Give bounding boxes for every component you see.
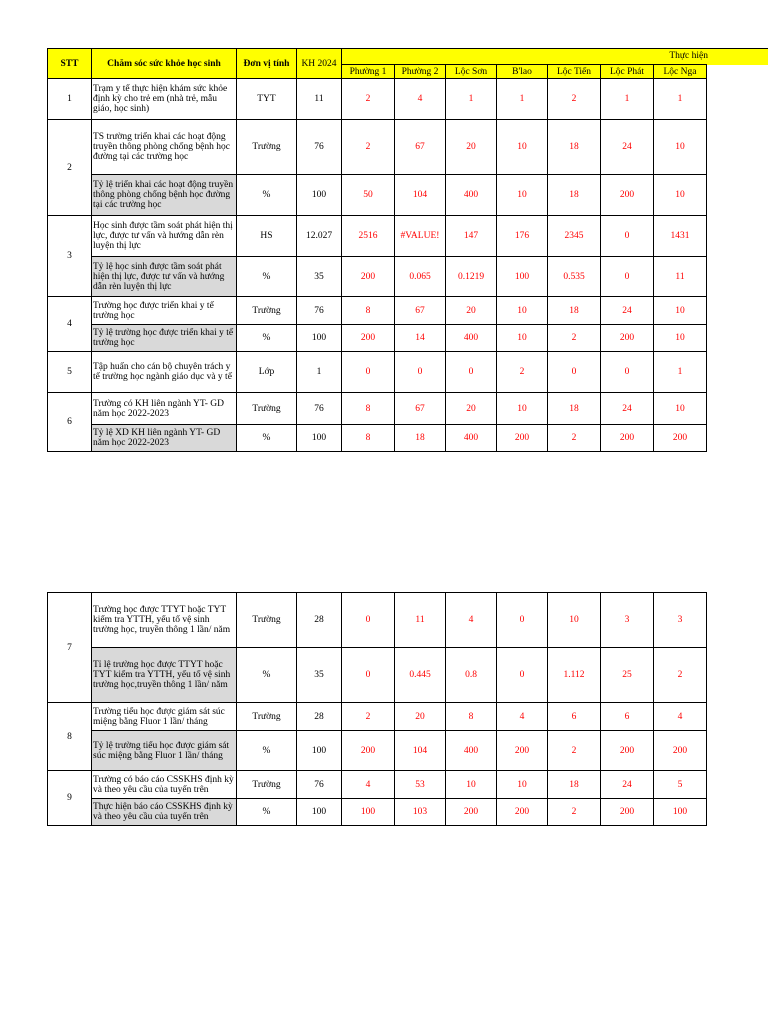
value-cell: 18 — [548, 120, 601, 175]
value-cell: 4 — [446, 593, 497, 648]
value-cell: 10 — [654, 393, 707, 425]
value-cell: 200 — [342, 257, 395, 297]
plan-cell: 76 — [297, 120, 342, 175]
table-row — [48, 175, 707, 216]
value-cell: 0.065 — [395, 257, 446, 297]
indicator-description: Trường tiểu học được giám sát súc miệng bằng Fluor 1 lần/ tháng — [92, 703, 237, 731]
value-cell: 0 — [395, 352, 446, 393]
value-cell: 18 — [395, 425, 446, 452]
value-cell: 2 — [548, 79, 601, 120]
value-cell: 200 — [654, 425, 707, 452]
header-area: Lộc Phát — [601, 65, 654, 79]
header-title: Chăm sóc sức khỏe học sinh — [92, 49, 237, 79]
plan-cell: 28 — [297, 593, 342, 648]
value-cell: 0.535 — [548, 257, 601, 297]
value-cell: 0 — [342, 648, 395, 703]
indicator-description: Trạm y tế thực hiện khám sức khỏe định kỳ cho trẻ em (nhà trẻ, mẫu giáo, học sinh) — [92, 79, 237, 120]
plan-cell: 1 — [297, 352, 342, 393]
table-row — [48, 731, 707, 771]
value-cell: 4 — [497, 703, 548, 731]
row-number: 5 — [48, 352, 92, 393]
value-cell: 104 — [395, 731, 446, 771]
header-stt: STT — [48, 49, 92, 79]
value-cell: 1 — [654, 79, 707, 120]
value-cell: 4 — [654, 703, 707, 731]
plan-cell: 35 — [297, 648, 342, 703]
value-cell: 6 — [601, 703, 654, 731]
value-cell: 0 — [601, 257, 654, 297]
value-cell: 67 — [395, 297, 446, 325]
value-cell: 1 — [497, 79, 548, 120]
value-cell: 2 — [342, 79, 395, 120]
value-cell: 400 — [446, 731, 497, 771]
table-row — [48, 703, 707, 731]
value-cell: 2 — [497, 352, 548, 393]
row-number: 1 — [48, 79, 92, 120]
unit-cell: Lớp — [237, 352, 297, 393]
plan-cell: 11 — [297, 79, 342, 120]
unit-cell: Trường — [237, 297, 297, 325]
unit-cell: Trường — [237, 771, 297, 799]
header-area: Phường 2 — [395, 65, 446, 79]
indicator-description: Tập huấn cho cán bộ chuyên trách y tế trường học ngành giáo dục và y tế — [92, 352, 237, 393]
value-cell: 10 — [654, 325, 707, 352]
value-cell: 10 — [654, 175, 707, 216]
unit-cell: % — [237, 325, 297, 352]
unit-cell: % — [237, 731, 297, 771]
value-cell: 67 — [395, 393, 446, 425]
table-row — [48, 648, 707, 703]
row-number: 8 — [48, 703, 92, 771]
value-cell: 18 — [548, 175, 601, 216]
value-cell: 100 — [654, 799, 707, 826]
value-cell: 200 — [342, 325, 395, 352]
unit-cell: % — [237, 799, 297, 826]
unit-cell: % — [237, 648, 297, 703]
value-cell: 176 — [497, 216, 548, 257]
value-cell: 10 — [497, 297, 548, 325]
value-cell: 2516 — [342, 216, 395, 257]
indicator-description: Tỷ lệ học sinh được tầm soát phát hiện thị lực, được tư vấn và hướng dẫn rèn luyện thị lực — [92, 257, 237, 297]
value-cell: 1 — [446, 79, 497, 120]
value-cell: 0.1219 — [446, 257, 497, 297]
value-cell: 8 — [342, 297, 395, 325]
plan-cell: 76 — [297, 297, 342, 325]
value-cell: 11 — [654, 257, 707, 297]
value-cell: 1431 — [654, 216, 707, 257]
school-health-table-top — [47, 48, 707, 452]
indicator-description: Tỷ lệ trường học được triển khai y tế trường học — [92, 325, 237, 352]
header-area: Lộc Tiến — [548, 65, 601, 79]
indicator-description: Trường có báo cáo CSSKHS định kỳ và theo yêu cầu của tuyến trên — [92, 771, 237, 799]
indicator-description: Tỷ lệ XD KH liên ngành YT- GD năm học 2022-2023 — [92, 425, 237, 452]
school-health-table-bottom — [47, 592, 707, 826]
value-cell: 200 — [342, 731, 395, 771]
value-cell: 24 — [601, 393, 654, 425]
table-row — [48, 297, 707, 325]
value-cell: 400 — [446, 425, 497, 452]
value-cell: 10 — [654, 297, 707, 325]
value-cell: 0.445 — [395, 648, 446, 703]
value-cell: 8 — [446, 703, 497, 731]
header-unit: Đơn vị tính — [237, 49, 297, 79]
value-cell: 400 — [446, 325, 497, 352]
value-cell: 14 — [395, 325, 446, 352]
value-cell: 20 — [446, 297, 497, 325]
value-cell: 4 — [395, 79, 446, 120]
indicator-description: Thực hiện báo cáo CSSKHS định kỳ và theo yêu cầu của tuyến trên — [92, 799, 237, 826]
plan-cell: 76 — [297, 393, 342, 425]
value-cell: 103 — [395, 799, 446, 826]
value-cell: 10 — [497, 771, 548, 799]
table-row — [48, 120, 707, 175]
table-row — [48, 216, 707, 257]
unit-cell: TYT — [237, 79, 297, 120]
indicator-description: Trường có KH liên ngành YT- GD năm học 2022-2023 — [92, 393, 237, 425]
value-cell: 18 — [548, 297, 601, 325]
unit-cell: HS — [237, 216, 297, 257]
value-cell: 2 — [548, 799, 601, 826]
value-cell: 200 — [446, 799, 497, 826]
plan-cell: 100 — [297, 731, 342, 771]
value-cell: 24 — [601, 120, 654, 175]
value-cell: 50 — [342, 175, 395, 216]
indicator-description: TS trường triển khai các hoạt động truyền thông phòng chống bệnh học đường tại các trường học — [92, 120, 237, 175]
unit-cell: % — [237, 175, 297, 216]
value-cell: 200 — [497, 799, 548, 826]
value-cell: 400 — [446, 175, 497, 216]
value-cell: 0 — [548, 352, 601, 393]
plan-cell: 100 — [297, 425, 342, 452]
value-cell: 2 — [548, 731, 601, 771]
plan-cell: 100 — [297, 175, 342, 216]
value-cell: 8 — [342, 393, 395, 425]
value-cell: 10 — [548, 593, 601, 648]
value-cell: 1 — [654, 352, 707, 393]
value-cell: 200 — [601, 731, 654, 771]
indicator-description: Trường học được TTYT hoặc TYT kiểm tra YTTH, yếu tố vệ sinh trường học, truyền thông 1 lần/ năm — [92, 593, 237, 648]
value-cell: 20 — [446, 393, 497, 425]
value-cell: 25 — [601, 648, 654, 703]
indicator-description: Tỷ lệ trường tiểu học được giám sát súc miệng bằng Fluor 1 lần/ tháng — [92, 731, 237, 771]
plan-cell: 12.027 — [297, 216, 342, 257]
value-cell: 5 — [654, 771, 707, 799]
row-number: 3 — [48, 216, 92, 297]
value-cell: 2 — [342, 120, 395, 175]
value-cell: 200 — [601, 175, 654, 216]
value-cell: 0 — [601, 352, 654, 393]
value-cell: 24 — [601, 771, 654, 799]
value-cell: 0 — [601, 216, 654, 257]
value-cell: 3 — [601, 593, 654, 648]
value-cell: #VALUE! — [395, 216, 446, 257]
plan-cell: 100 — [297, 799, 342, 826]
row-number: 9 — [48, 771, 92, 826]
value-cell: 67 — [395, 120, 446, 175]
header-area: Lộc Nga — [654, 65, 707, 79]
value-cell: 1.112 — [548, 648, 601, 703]
value-cell: 2345 — [548, 216, 601, 257]
value-cell: 10 — [497, 175, 548, 216]
value-cell: 18 — [548, 771, 601, 799]
value-cell: 100 — [342, 799, 395, 826]
indicator-description: Tỷ lệ triển khai các hoạt động truyền thông phòng chống bệnh học đường tại các trường học — [92, 175, 237, 216]
table-row — [48, 352, 707, 393]
value-cell: 24 — [601, 297, 654, 325]
value-cell: 10 — [497, 325, 548, 352]
value-cell: 8 — [342, 425, 395, 452]
table-row — [48, 799, 707, 826]
value-cell: 2 — [342, 703, 395, 731]
header-spacer — [342, 49, 707, 65]
row-number: 2 — [48, 120, 92, 216]
plan-cell: 100 — [297, 325, 342, 352]
value-cell: 0.8 — [446, 648, 497, 703]
value-cell: 1 — [601, 79, 654, 120]
value-cell: 3 — [654, 593, 707, 648]
plan-cell: 35 — [297, 257, 342, 297]
value-cell: 200 — [601, 799, 654, 826]
value-cell: 11 — [395, 593, 446, 648]
value-cell: 10 — [446, 771, 497, 799]
value-cell: 200 — [654, 731, 707, 771]
value-cell: 0 — [446, 352, 497, 393]
value-cell: 4 — [342, 771, 395, 799]
row-number: 4 — [48, 297, 92, 352]
value-cell: 10 — [497, 393, 548, 425]
table-row — [48, 325, 707, 352]
table-row — [48, 393, 707, 425]
value-cell: 0 — [342, 352, 395, 393]
header-area: Phường 1 — [342, 65, 395, 79]
table-row — [48, 425, 707, 452]
header-area: B'lao — [497, 65, 548, 79]
row-number: 6 — [48, 393, 92, 452]
value-cell: 10 — [654, 120, 707, 175]
value-cell: 2 — [654, 648, 707, 703]
value-cell: 200 — [497, 731, 548, 771]
value-cell: 2 — [548, 325, 601, 352]
header-plan: KH 2024 — [297, 49, 342, 79]
value-cell: 200 — [601, 425, 654, 452]
table-row — [48, 593, 707, 648]
table-row — [48, 257, 707, 297]
unit-cell: Trường — [237, 593, 297, 648]
value-cell: 200 — [497, 425, 548, 452]
value-cell: 53 — [395, 771, 446, 799]
unit-cell: Trường — [237, 120, 297, 175]
row-number: 7 — [48, 593, 92, 703]
value-cell: 200 — [601, 325, 654, 352]
unit-cell: Trường — [237, 393, 297, 425]
value-cell: 0 — [342, 593, 395, 648]
value-cell: 0 — [497, 648, 548, 703]
value-cell: 104 — [395, 175, 446, 216]
value-cell: 147 — [446, 216, 497, 257]
value-cell: 20 — [446, 120, 497, 175]
header-area: Lộc Sơn — [446, 65, 497, 79]
table-row — [48, 79, 707, 120]
value-cell: 0 — [497, 593, 548, 648]
value-cell: 2 — [548, 425, 601, 452]
value-cell: 20 — [395, 703, 446, 731]
indicator-description: Tỉ lệ trường học được TTYT hoặc TYT kiểm tra YTTH, yếu tố vệ sinh trường học,truyền thông 1 lần/ năm — [92, 648, 237, 703]
value-cell: 6 — [548, 703, 601, 731]
value-cell: 18 — [548, 393, 601, 425]
unit-cell: Trường — [237, 703, 297, 731]
value-cell: 100 — [497, 257, 548, 297]
plan-cell: 76 — [297, 771, 342, 799]
indicator-description: Trường học được triển khai y tế trường học — [92, 297, 237, 325]
implemented-header: Thực hiện — [669, 51, 708, 61]
unit-cell: % — [237, 425, 297, 452]
value-cell: 10 — [497, 120, 548, 175]
plan-cell: 28 — [297, 703, 342, 731]
indicator-description: Học sinh được tầm soát phát hiện thị lực, được tư vấn và hướng dẫn rèn luyện thị lực — [92, 216, 237, 257]
table-row — [48, 771, 707, 799]
unit-cell: % — [237, 257, 297, 297]
